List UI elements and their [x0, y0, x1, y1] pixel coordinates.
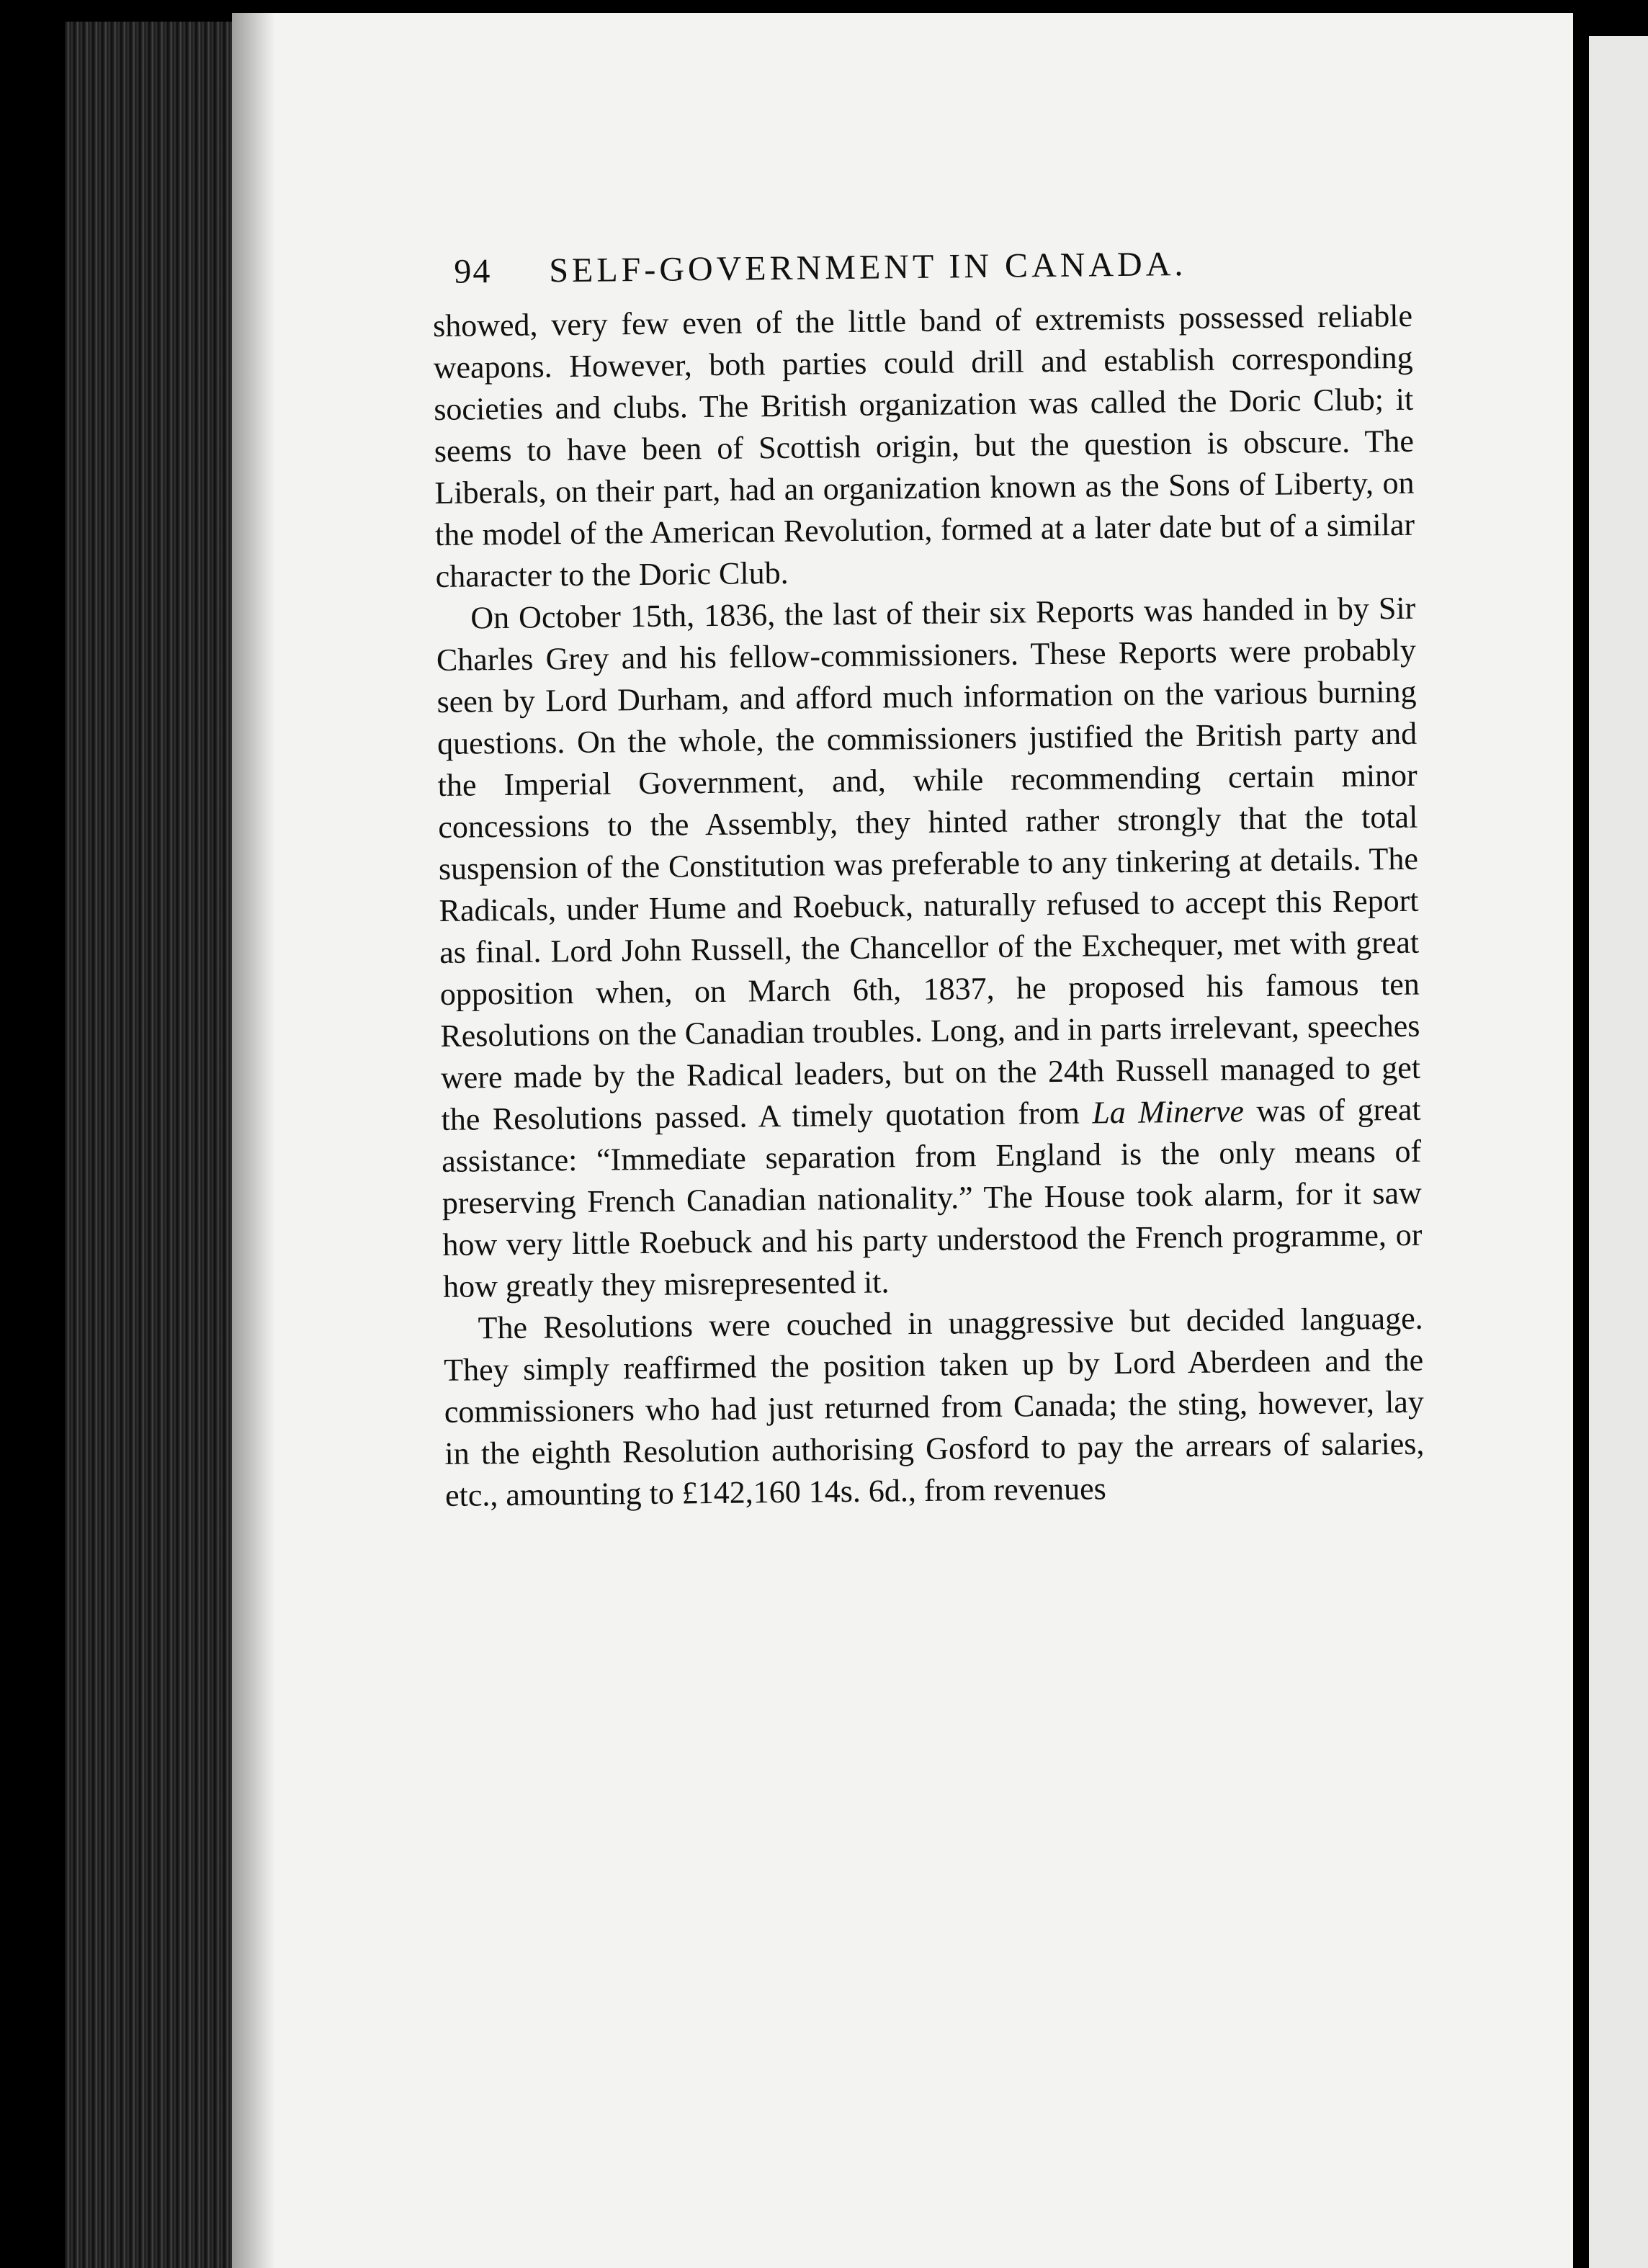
paragraph-3: The Resolutions were couched in unaggressive but decided language. They simply reaffirmed the position taken up by Lord Aberdeen and the commissioners who had just returned from Canada; the sting, however, lay in the eighth Resolution authorising Gosford to pay the arrears of salaries, etc., amounting to £142,160 14s. 6d., from revenues: [444, 1300, 1425, 1513]
running-title: SELF-GOVERNMENT IN CANADA.: [549, 245, 1187, 290]
paragraph-2: [436, 588, 1423, 1308]
page-edges: [65, 22, 238, 2268]
page-text-block: [432, 242, 1425, 1517]
running-header: [454, 242, 1412, 305]
page-number: 94: [454, 252, 492, 291]
paragraph-2-text-b: was of great assistance: “Immediate separation from England is the only means of preserving French Canadian nationality.” The House took alarm, for it saw how very little Roebuck and his party understood the French programme, or how greatly they misrepresented it.: [441, 1091, 1423, 1304]
gutter-shadow: [232, 13, 275, 2268]
paragraph-2-text-a: On October 15th, 1836, the last of their six Reports was handed in by Sir Charles Grey and his fellow-commissioners. These Reports were probably seen by Lord Durham, and afford much information on the various burning questions. On the whole, the commissioners justified the British party and the Imperial Government, and, while recommending certain minor concessions to the Assembly, they hinted rather strongly that the total suspension of the Constitution was preferable to any tinkering at details. The Radicals, under Hume and Roebuck, naturally refused to accept this Report as final. Lord John Russell, the Chancellor of the Exchequer, met with great opposition when, on March 6th, 1837, he proposed his famous ten Resolutions on the Canadian troubles. Long, and in parts irrelevant, speeches were made by the Radical leaders, but on the 24th Russell managed to get the Resolutions passed. A timely quotation from: [436, 590, 1421, 1137]
newspaper-title: La Minerve: [1092, 1093, 1245, 1131]
adjacent-page-edge: [1589, 36, 1648, 2268]
paragraph-1: showed, very few even of the little band of extremists possessed reliable weapons. However, both parties could drill and establish corresponding societies and clubs. The British organization was called the Doric Club; it seems to have been of Scottish origin, but the question is obscure. The Liberals, on their part, had an organization known as the Sons of Liberty, on the model of the American Revolution, formed at a later date but of a similar character to the Doric Club.: [432, 297, 1415, 594]
